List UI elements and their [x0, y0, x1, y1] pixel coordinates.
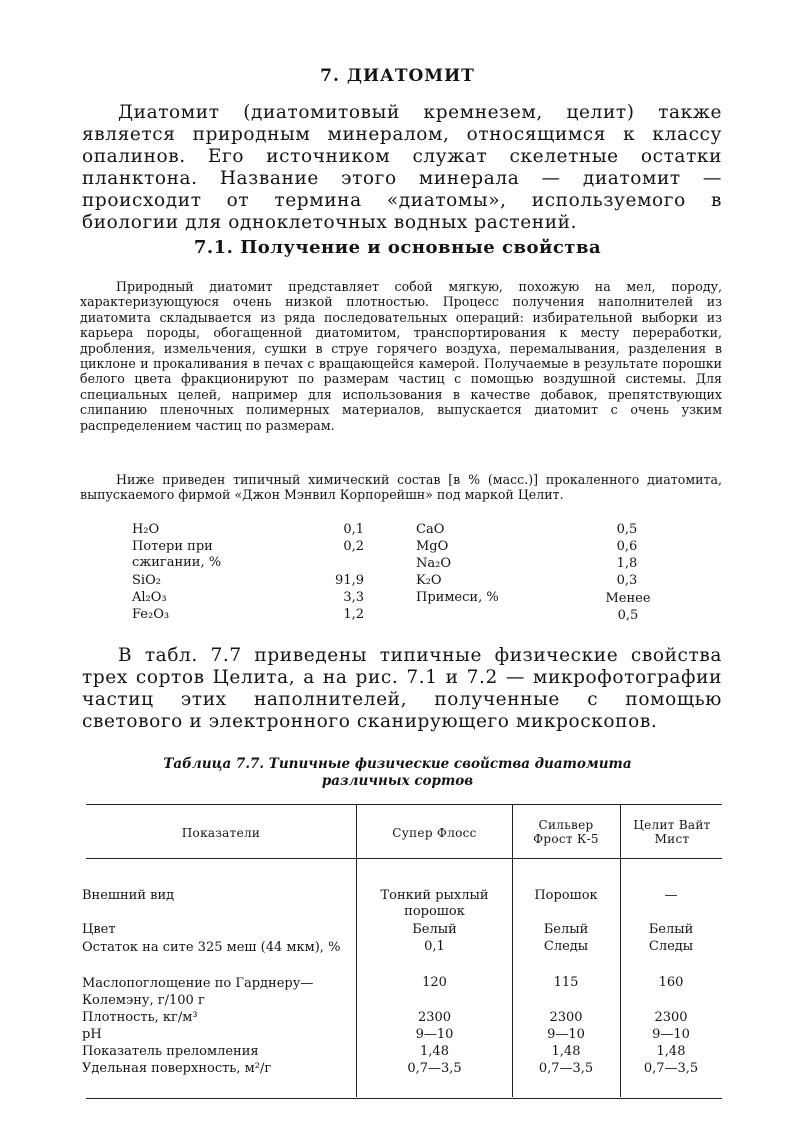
component-name: Al₂O₃	[132, 590, 167, 605]
component-name: MgO	[416, 539, 449, 554]
table-header-super-floss: Супер Флосс	[392, 826, 477, 840]
paragraph-production: Природный диатомит представляет собой мягкую, похожую на мел, породу, характеризующуюся очень низкой плотностью. Процесс получения наполнителей из диатомита складывается из ряда последовательных операций: избирательной выборки из карьера породы, обогащенной диатомитом, транспортирования к месту переработки, дробления, измельчения, сушки в струе горячего воздуха, перемалывания, разделения в циклоне и прокаливания в печах с вращающейся камерой. Получаемые в результате порошки белого цвета фракционируют по размерам частиц с помощью воздушной системы. Для специальных целей, например для использования в качестве добавок, препятствующих слипанию пленочных полимерных материалов, выпускается диатомит с очень узким распределением частиц по размерам.	[80, 279, 722, 433]
cell-silver-frost: 1,48	[551, 1044, 581, 1059]
subsection-title: 7.1. Получение и основные свойства	[193, 237, 602, 258]
cell-silver-frost: 115	[553, 975, 579, 990]
cell-super-floss: 2300	[417, 1010, 452, 1025]
cell-silver-frost: Белый	[543, 922, 589, 937]
intro-block	[82, 102, 722, 234]
component-name: Потери при сжигании, %	[132, 539, 222, 570]
component-value: 0,3	[616, 573, 638, 588]
component-value: 1,2	[343, 607, 364, 622]
cell-white-mist: 9—10	[652, 1027, 690, 1042]
component-value: 1,8	[616, 556, 638, 571]
component-name: H₂O	[132, 522, 160, 537]
cell-white-mist: Следы	[648, 939, 694, 954]
table-bottom-rule	[86, 1098, 722, 1099]
cell-white-mist: Белый	[648, 922, 694, 937]
cell-white-mist: 0,7—3,5	[643, 1061, 699, 1076]
paragraph-composition-intro: Ниже приведен типичный химический состав [в % (масс.)] прокаленного диатомита, выпускаемого фирмой «Джон Мэнвил Корпорейшн» под маркой Целит.	[80, 472, 722, 503]
cell-silver-frost: Следы	[543, 939, 589, 954]
small-text-block	[80, 279, 722, 433]
component-name: Fe₂O₃	[132, 607, 170, 622]
table-top-rule	[86, 804, 722, 805]
table-header-indicators: Показатели	[181, 826, 261, 840]
cell-super-floss: 0,1	[424, 939, 445, 954]
section-title: 7. ДИАТОМИТ	[320, 66, 475, 86]
row-label: Удельная поверхность, м²/г	[82, 1061, 272, 1076]
row-label: pH	[82, 1027, 102, 1042]
component-name: Примеси, %	[416, 590, 499, 605]
intro-paragraph: Диатомит (диатомитовый кремнезем, целит) также является природным минералом, относящимся к классу опалинов. Его источником служат скелетные остатки планктона. Название этого минерала — диатомит — происходит от термина «диатомы», используемого в биологии для одноклеточных водных растений.	[82, 102, 722, 233]
cell-white-mist: 1,48	[656, 1044, 686, 1059]
cell-super-floss: Тонкий рыхлый порошок	[380, 888, 489, 919]
cell-super-floss: 9—10	[415, 1027, 454, 1042]
component-name: Na₂O	[416, 556, 451, 571]
row-label: Показатель преломления	[82, 1044, 259, 1059]
paragraph-table-ref: В табл. 7.7 приведены типичные физические свойства трех сортов Целита, а на рис. 7.1 и 7.2 — микрофотографии частиц этих наполнителей, полученные с помощью светового и электронного сканирующего микроскопов.	[82, 645, 722, 732]
paragraph-block-4	[82, 645, 722, 733]
row-label: Маслопоглощение по Гарднеру—Колемэну, г/100 г	[82, 976, 314, 1008]
cell-silver-frost: Порошок	[534, 888, 598, 903]
component-value: 91,9	[335, 573, 364, 588]
component-value: 0,2	[343, 539, 364, 554]
component-name: SiO₂	[132, 573, 161, 588]
component-name: CaO	[416, 522, 445, 537]
table-caption-line2: различных сортов	[321, 773, 474, 789]
component-value: 0,6	[616, 539, 638, 554]
cell-silver-frost: 9—10	[547, 1027, 585, 1042]
table-caption-line1: Таблица 7.7. Типичные физические свойства диатомита	[163, 756, 632, 772]
cell-silver-frost: 2300	[549, 1010, 583, 1025]
cell-silver-frost: 0,7—3,5	[538, 1061, 594, 1076]
row-label: Плотность, кг/м³	[82, 1010, 198, 1025]
table-header-rule	[86, 858, 722, 859]
cell-super-floss: 120	[422, 975, 447, 990]
component-value: 0,5	[616, 522, 638, 537]
row-label: Цвет	[82, 922, 116, 937]
component-value: Менее 0,5	[605, 591, 651, 623]
component-value: 3,3	[343, 590, 364, 605]
row-label: Внешний вид	[82, 888, 175, 903]
cell-white-mist: 2300	[654, 1010, 688, 1025]
table-header-silver-frost: Сильвер Фрост К-5	[533, 818, 599, 846]
component-value: 0,1	[343, 522, 364, 537]
component-name: K₂O	[416, 573, 442, 588]
table-header-celite-white-mist: Целит Вайт Мист	[633, 818, 711, 846]
small-text-block-2	[80, 472, 722, 503]
cell-white-mist: 160	[658, 975, 684, 990]
cell-white-mist: —	[664, 888, 678, 903]
cell-super-floss: 0,7—3,5	[407, 1061, 462, 1076]
row-label: Остаток на сите 325 меш (44 мкм), %	[82, 940, 341, 955]
cell-super-floss: 1,48	[420, 1044, 449, 1059]
cell-super-floss: Белый	[412, 922, 457, 937]
